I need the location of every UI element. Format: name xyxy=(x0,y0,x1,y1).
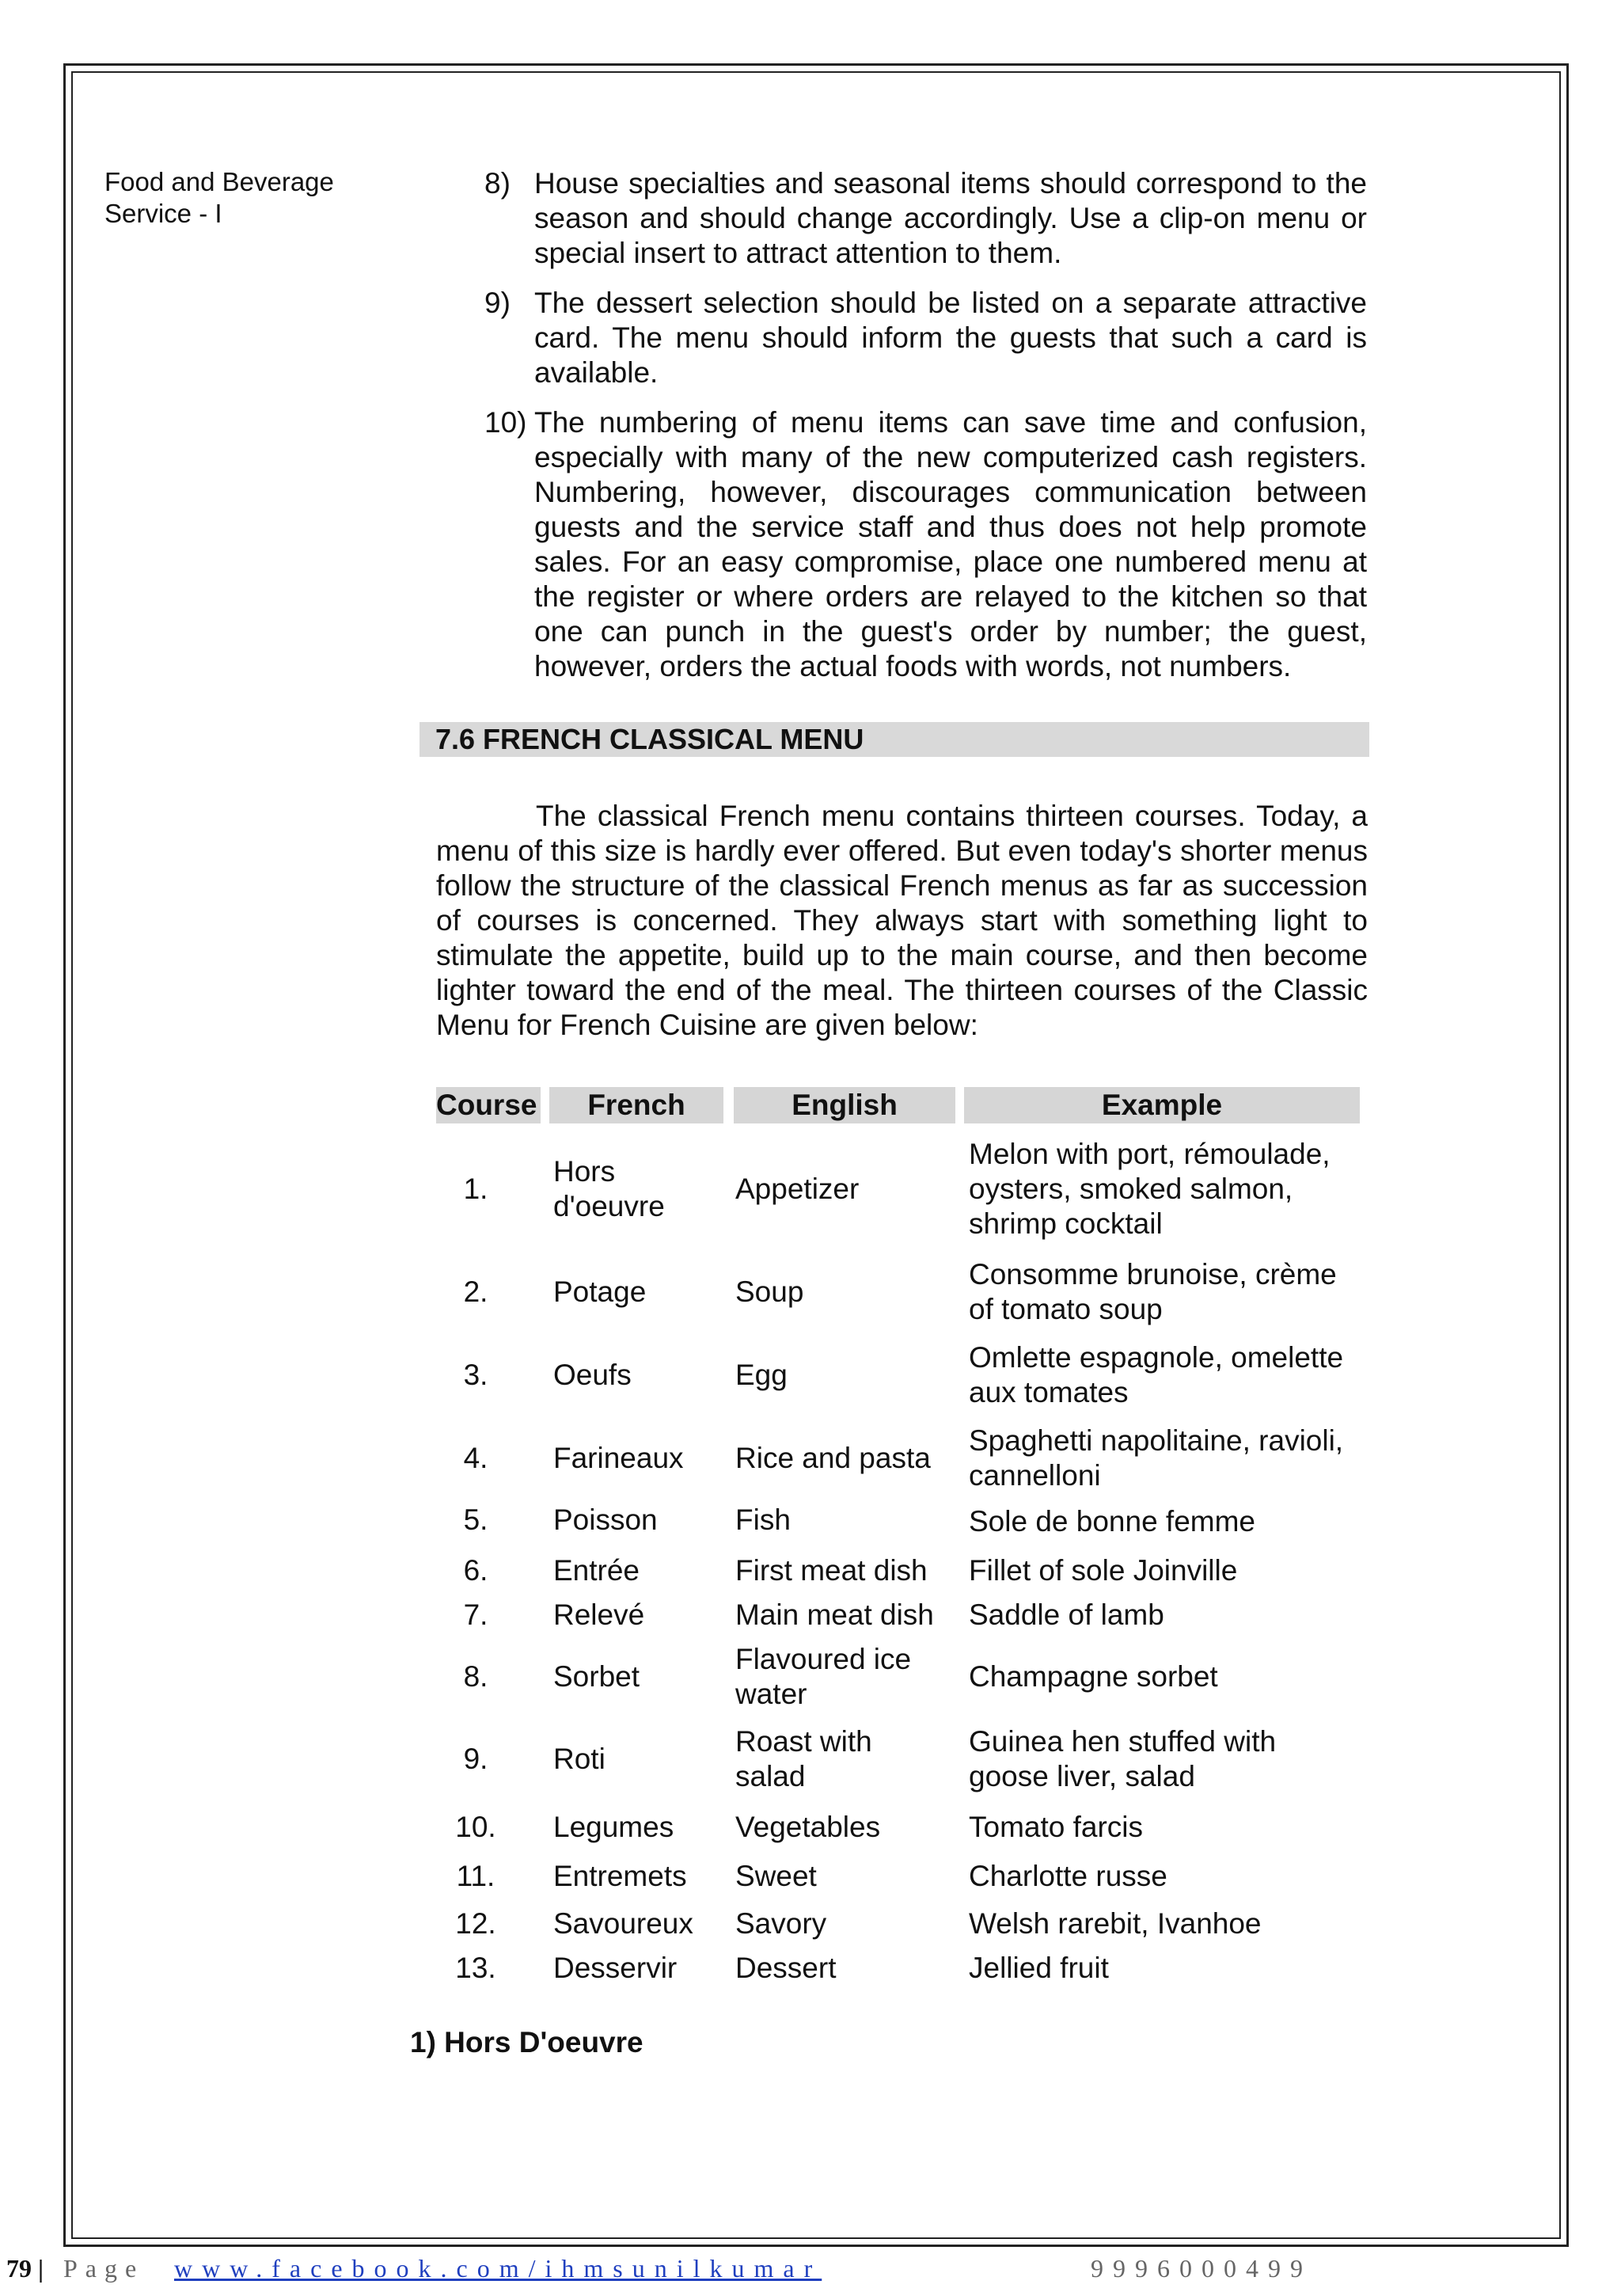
table-cell-french: Hors d'oeuvre xyxy=(553,1155,665,1222)
table-cell-french: Sorbet xyxy=(553,1660,640,1693)
table-cell-example: Jellied fruit xyxy=(969,1952,1109,1984)
table-cell-course: 12. xyxy=(455,1907,496,1940)
table-cell-course: 5. xyxy=(463,1503,488,1536)
table-cell-example: Champagne sorbet xyxy=(969,1660,1218,1693)
list-item-number: 9) xyxy=(484,287,511,319)
table-cell-french: Oeufs xyxy=(553,1359,632,1391)
table-cell-course: 3. xyxy=(463,1359,488,1391)
table-cell-english: Fish xyxy=(735,1503,791,1536)
table-cell-course: 4. xyxy=(463,1442,488,1474)
list-item-number: 8) xyxy=(484,167,511,200)
table-cell-example: Sole de bonne femme xyxy=(969,1505,1256,1538)
page-label: Page xyxy=(63,2254,145,2283)
list-item xyxy=(484,405,1367,684)
intro-paragraph: The classical French menu contains thirteen courses. Today, a menu of this size is hardly ever offered. But even today's shorter menus follow the structure of the classical French menus as far as succession of courses is concerned. They always start with something light to stimulate the appetite, build up to the main course, and then become lighter toward the end of the meal. The thirteen courses of the Classic Menu for French Cuisine are given below: xyxy=(436,800,1368,1041)
table-cell-english: First meat dish xyxy=(735,1554,928,1587)
table-header-course: Course xyxy=(436,1087,541,1123)
table-cell-french: Desservir xyxy=(553,1952,678,1984)
table-cell-french: Savoureux xyxy=(553,1907,693,1940)
table-cell-course: 1. xyxy=(463,1173,488,1205)
table-cell-example: Guinea hen stuffed with goose liver, salad xyxy=(969,1725,1277,1792)
section-heading: 7.6 FRENCH CLASSICAL MENU xyxy=(435,723,864,755)
table-cell-example: Spaghetti napolitaine, ravioli, cannelloni xyxy=(969,1424,1344,1492)
table-cell-example: Saddle of lamb xyxy=(969,1598,1164,1631)
table-cell-example: Charlotte russe xyxy=(969,1860,1167,1892)
table-cell-course: 6. xyxy=(463,1554,488,1587)
table-cell-english: Soup xyxy=(735,1275,804,1308)
table-cell-french: Potage xyxy=(553,1275,647,1308)
table-cell-english: Rice and pasta xyxy=(735,1442,931,1474)
list-item-number: 10) xyxy=(484,406,527,439)
table-cell-course: 9. xyxy=(463,1743,488,1775)
table-cell-example: Melon with port, rémoulade, oysters, smoked salmon, shrimp cocktail xyxy=(969,1138,1331,1240)
table-cell-english: Savory xyxy=(735,1907,827,1940)
table-cell-french: Poisson xyxy=(553,1503,658,1536)
list-item xyxy=(484,286,1367,390)
table-cell-french: Relevé xyxy=(553,1598,645,1631)
table-cell-french: Legumes xyxy=(553,1811,674,1843)
table-header-french: French xyxy=(549,1087,723,1123)
page-footer xyxy=(6,2252,1613,2284)
table-cell-example: Tomato farcis xyxy=(969,1811,1144,1843)
table-cell-english: Roast with salad xyxy=(735,1725,872,1792)
table-cell-course: 7. xyxy=(463,1598,488,1631)
table-cell-french: Farineaux xyxy=(553,1442,684,1474)
table-cell-example: Omlette espagnole, omelette aux tomates xyxy=(969,1341,1344,1408)
page-number: 79 | xyxy=(6,2254,44,2283)
table-header-english: English xyxy=(734,1087,955,1123)
guideline-list xyxy=(484,166,1367,699)
table-cell-example: Consomme brunoise, crème of tomato soup xyxy=(969,1258,1337,1325)
side-label: Food and Beverage Service - I xyxy=(104,167,334,228)
table-cell-course: 8. xyxy=(463,1660,488,1693)
list-item-text: House specialties and seasonal items should correspond to the season and should change accordingly. Use a clip-on menu or special insert to attract attention to them. xyxy=(534,167,1367,269)
table-cell-english: Dessert xyxy=(735,1952,837,1984)
facebook-link[interactable]: www.facebook.com/ihmsunilkumar xyxy=(174,2254,822,2283)
table-cell-english: Main meat dish xyxy=(735,1598,934,1631)
table-cell-english: Flavoured ice water xyxy=(735,1643,912,1710)
table-cell-french: Entremets xyxy=(553,1860,687,1892)
table-cell-course: 10. xyxy=(455,1811,496,1843)
table-cell-example: Welsh rarebit, Ivanhoe xyxy=(969,1907,1262,1940)
table-cell-french: Entrée xyxy=(553,1554,640,1587)
table-cell-english: Sweet xyxy=(735,1860,817,1892)
table-cell-course: 2. xyxy=(463,1275,488,1308)
table-cell-course: 13. xyxy=(455,1952,496,1984)
table-cell-english: Appetizer xyxy=(735,1173,860,1205)
table-header-example: Example xyxy=(964,1087,1360,1123)
table-cell-french: Roti xyxy=(553,1743,606,1775)
table-cell-english: Vegetables xyxy=(735,1811,881,1843)
subsection-heading: 1) Hors D'oeuvre xyxy=(410,2026,643,2058)
list-item xyxy=(484,166,1367,271)
table-cell-example: Fillet of sole Joinville xyxy=(969,1554,1238,1587)
table-cell-course: 11. xyxy=(456,1860,495,1892)
list-item-text: The dessert selection should be listed on a separate attractive card. The menu should inform the guests that such a card is available. xyxy=(534,287,1367,389)
table-cell-english: Egg xyxy=(735,1359,788,1391)
list-item-text: The numbering of menu items can save time and confusion, especially with many of the new computerized cash registers. Numbering, however, discourages communication between guests and the service staff and thus does not help promote sales. For an easy compromise, place one numbered menu at the register or where orders are relayed to the kitchen so that one can punch in the guest's order by number; the guest, however, orders the actual foods with words, not numbers. xyxy=(534,406,1367,682)
phone-number: 9996000499 xyxy=(1091,2254,1312,2283)
